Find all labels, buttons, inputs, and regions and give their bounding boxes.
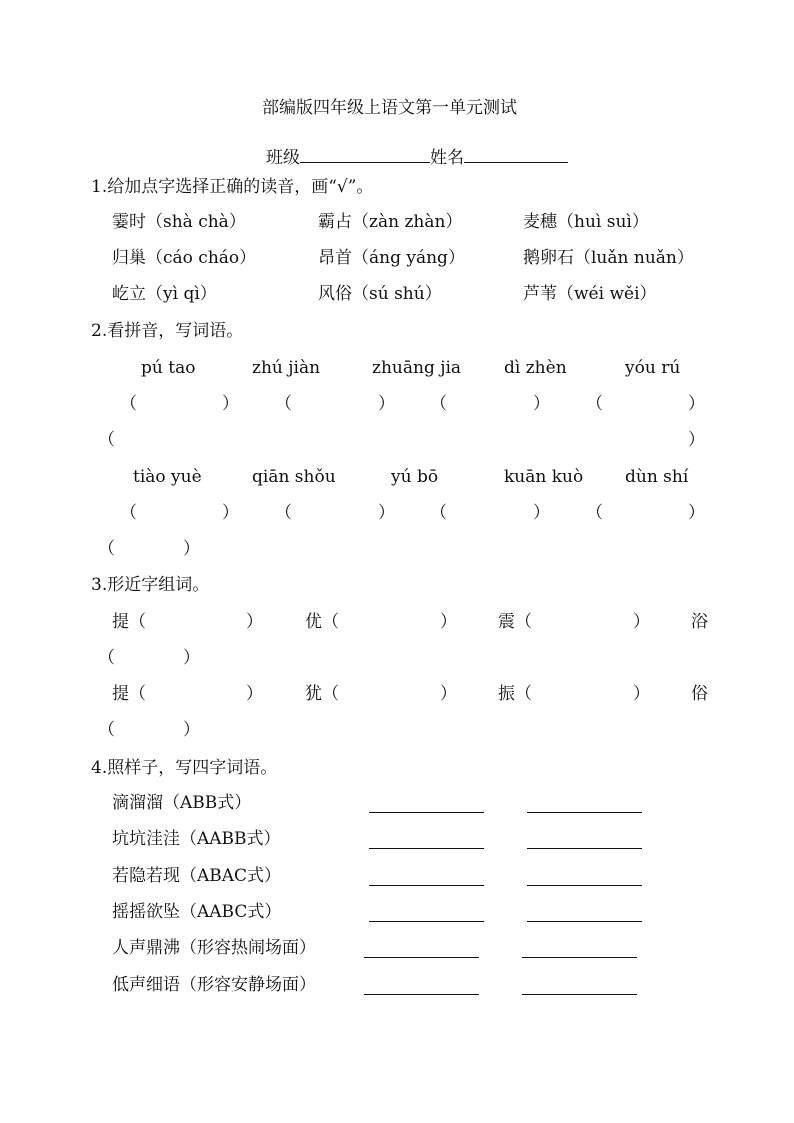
- pinyin-label: zhuāng jia: [372, 358, 462, 378]
- pinyin-label: dùn shí: [625, 467, 689, 487]
- q1-item[interactable]: 霎时（shà chà）: [112, 212, 246, 232]
- pinyin-label: dì zhèn: [504, 358, 567, 378]
- answer-paren-close: ）: [533, 503, 550, 523]
- answer-paren-open[interactable]: （: [120, 503, 137, 523]
- answer-paren-close: ）: [183, 720, 200, 740]
- idiom-example: 低声细语（形容安静场面）: [112, 975, 316, 995]
- char-item[interactable]: 震（: [498, 612, 532, 632]
- answer-blank[interactable]: [364, 956, 479, 958]
- answer-blank[interactable]: [369, 847, 484, 849]
- class-name-line: [266, 146, 568, 167]
- answer-blank[interactable]: [369, 920, 484, 922]
- answer-blank[interactable]: [369, 884, 484, 886]
- answer-paren-open[interactable]: （: [120, 394, 137, 414]
- q1-item[interactable]: 芦苇（wéi wěi）: [523, 284, 657, 304]
- answer-paren-close: ）: [688, 503, 705, 523]
- pinyin-label: tiào yuè: [133, 467, 202, 487]
- answer-blank[interactable]: [527, 920, 642, 922]
- char-item[interactable]: 浴: [691, 612, 708, 632]
- pinyin-label: kuān kuò: [504, 467, 584, 487]
- answer-paren-open[interactable]: （: [275, 503, 292, 523]
- idiom-example: 坑坑洼洼（AABB式）: [112, 829, 281, 849]
- answer-paren-open[interactable]: （: [98, 648, 115, 668]
- answer-paren-open[interactable]: （: [98, 720, 115, 740]
- answer-paren-close: ）: [633, 612, 650, 632]
- q1-item[interactable]: 霸占（zàn zhàn）: [318, 212, 463, 232]
- q1-item[interactable]: 鹅卵石（luǎn nuǎn）: [523, 248, 694, 268]
- answer-paren-open[interactable]: （: [275, 394, 292, 414]
- q1-item[interactable]: 屹立（yì qì）: [112, 284, 217, 304]
- q1-item[interactable]: 麦穗（huì suì）: [523, 212, 649, 232]
- answer-paren-close: ）: [378, 503, 395, 523]
- answer-blank[interactable]: [522, 993, 637, 995]
- answer-paren-close: ）: [440, 612, 457, 632]
- q1-item[interactable]: 风俗（sú shú）: [318, 284, 442, 304]
- pinyin-label: yóu rú: [625, 358, 681, 378]
- answer-paren-open[interactable]: （: [430, 503, 447, 523]
- q2-heading: 2.看拼音，写词语。: [91, 321, 244, 341]
- pinyin-label: yú bō: [391, 467, 439, 487]
- q1-item[interactable]: 昂首（áng yáng）: [318, 248, 465, 268]
- char-item[interactable]: 提（: [112, 612, 146, 632]
- answer-paren-close: ）: [533, 394, 550, 414]
- idiom-example: 人声鼎沸（形容热闹场面）: [112, 938, 316, 958]
- answer-paren-close: ）: [633, 684, 650, 704]
- answer-paren-open[interactable]: （: [98, 539, 115, 559]
- answer-blank[interactable]: [527, 847, 642, 849]
- answer-blank[interactable]: [527, 884, 642, 886]
- pinyin-label: zhú jiàn: [252, 358, 321, 378]
- answer-paren-close: ）: [183, 648, 200, 668]
- answer-blank[interactable]: [364, 993, 479, 995]
- class-field[interactable]: [300, 146, 430, 163]
- page-title: 部编版四年级上语文第一单元测试: [262, 98, 517, 118]
- char-item[interactable]: 犹（: [305, 684, 339, 704]
- answer-paren-open[interactable]: （: [98, 430, 115, 450]
- q3-heading: 3.形近字组词。: [91, 575, 210, 595]
- char-item[interactable]: 振（: [498, 684, 532, 704]
- answer-paren-close: ）: [222, 503, 239, 523]
- idiom-example: 摇摇欲坠（AABC式）: [112, 902, 282, 922]
- pinyin-label: pú tao: [141, 358, 196, 378]
- answer-paren-close: ）: [688, 430, 705, 450]
- answer-blank[interactable]: [527, 811, 642, 813]
- answer-paren-open[interactable]: （: [586, 503, 603, 523]
- answer-blank[interactable]: [369, 811, 484, 813]
- answer-blank[interactable]: [522, 956, 637, 958]
- char-item[interactable]: 俗: [691, 684, 708, 704]
- idiom-example: 滴溜溜（ABB式）: [112, 793, 252, 813]
- class-label: 班级: [266, 148, 300, 168]
- pinyin-label: qiān shǒu: [252, 467, 336, 487]
- answer-paren-close: ）: [440, 684, 457, 704]
- name-label: 姓名: [430, 148, 464, 168]
- answer-paren-close: ）: [246, 612, 263, 632]
- q1-heading: 1.给加点字选择正确的读音，画“√”。: [91, 177, 374, 197]
- char-item[interactable]: 优（: [305, 612, 339, 632]
- idiom-example: 若隐若现（ABAC式）: [112, 866, 282, 886]
- q1-item[interactable]: 归巢（cáo cháo）: [112, 248, 257, 268]
- char-item[interactable]: 提（: [112, 684, 146, 704]
- q4-heading: 4.照样子，写四字词语。: [91, 758, 278, 778]
- answer-paren-open[interactable]: （: [430, 394, 447, 414]
- answer-paren-open[interactable]: （: [586, 394, 603, 414]
- answer-paren-close: ）: [246, 684, 263, 704]
- name-field[interactable]: [464, 146, 568, 163]
- answer-paren-close: ）: [378, 394, 395, 414]
- answer-paren-close: ）: [183, 539, 200, 559]
- answer-paren-close: ）: [688, 394, 705, 414]
- answer-paren-close: ）: [222, 394, 239, 414]
